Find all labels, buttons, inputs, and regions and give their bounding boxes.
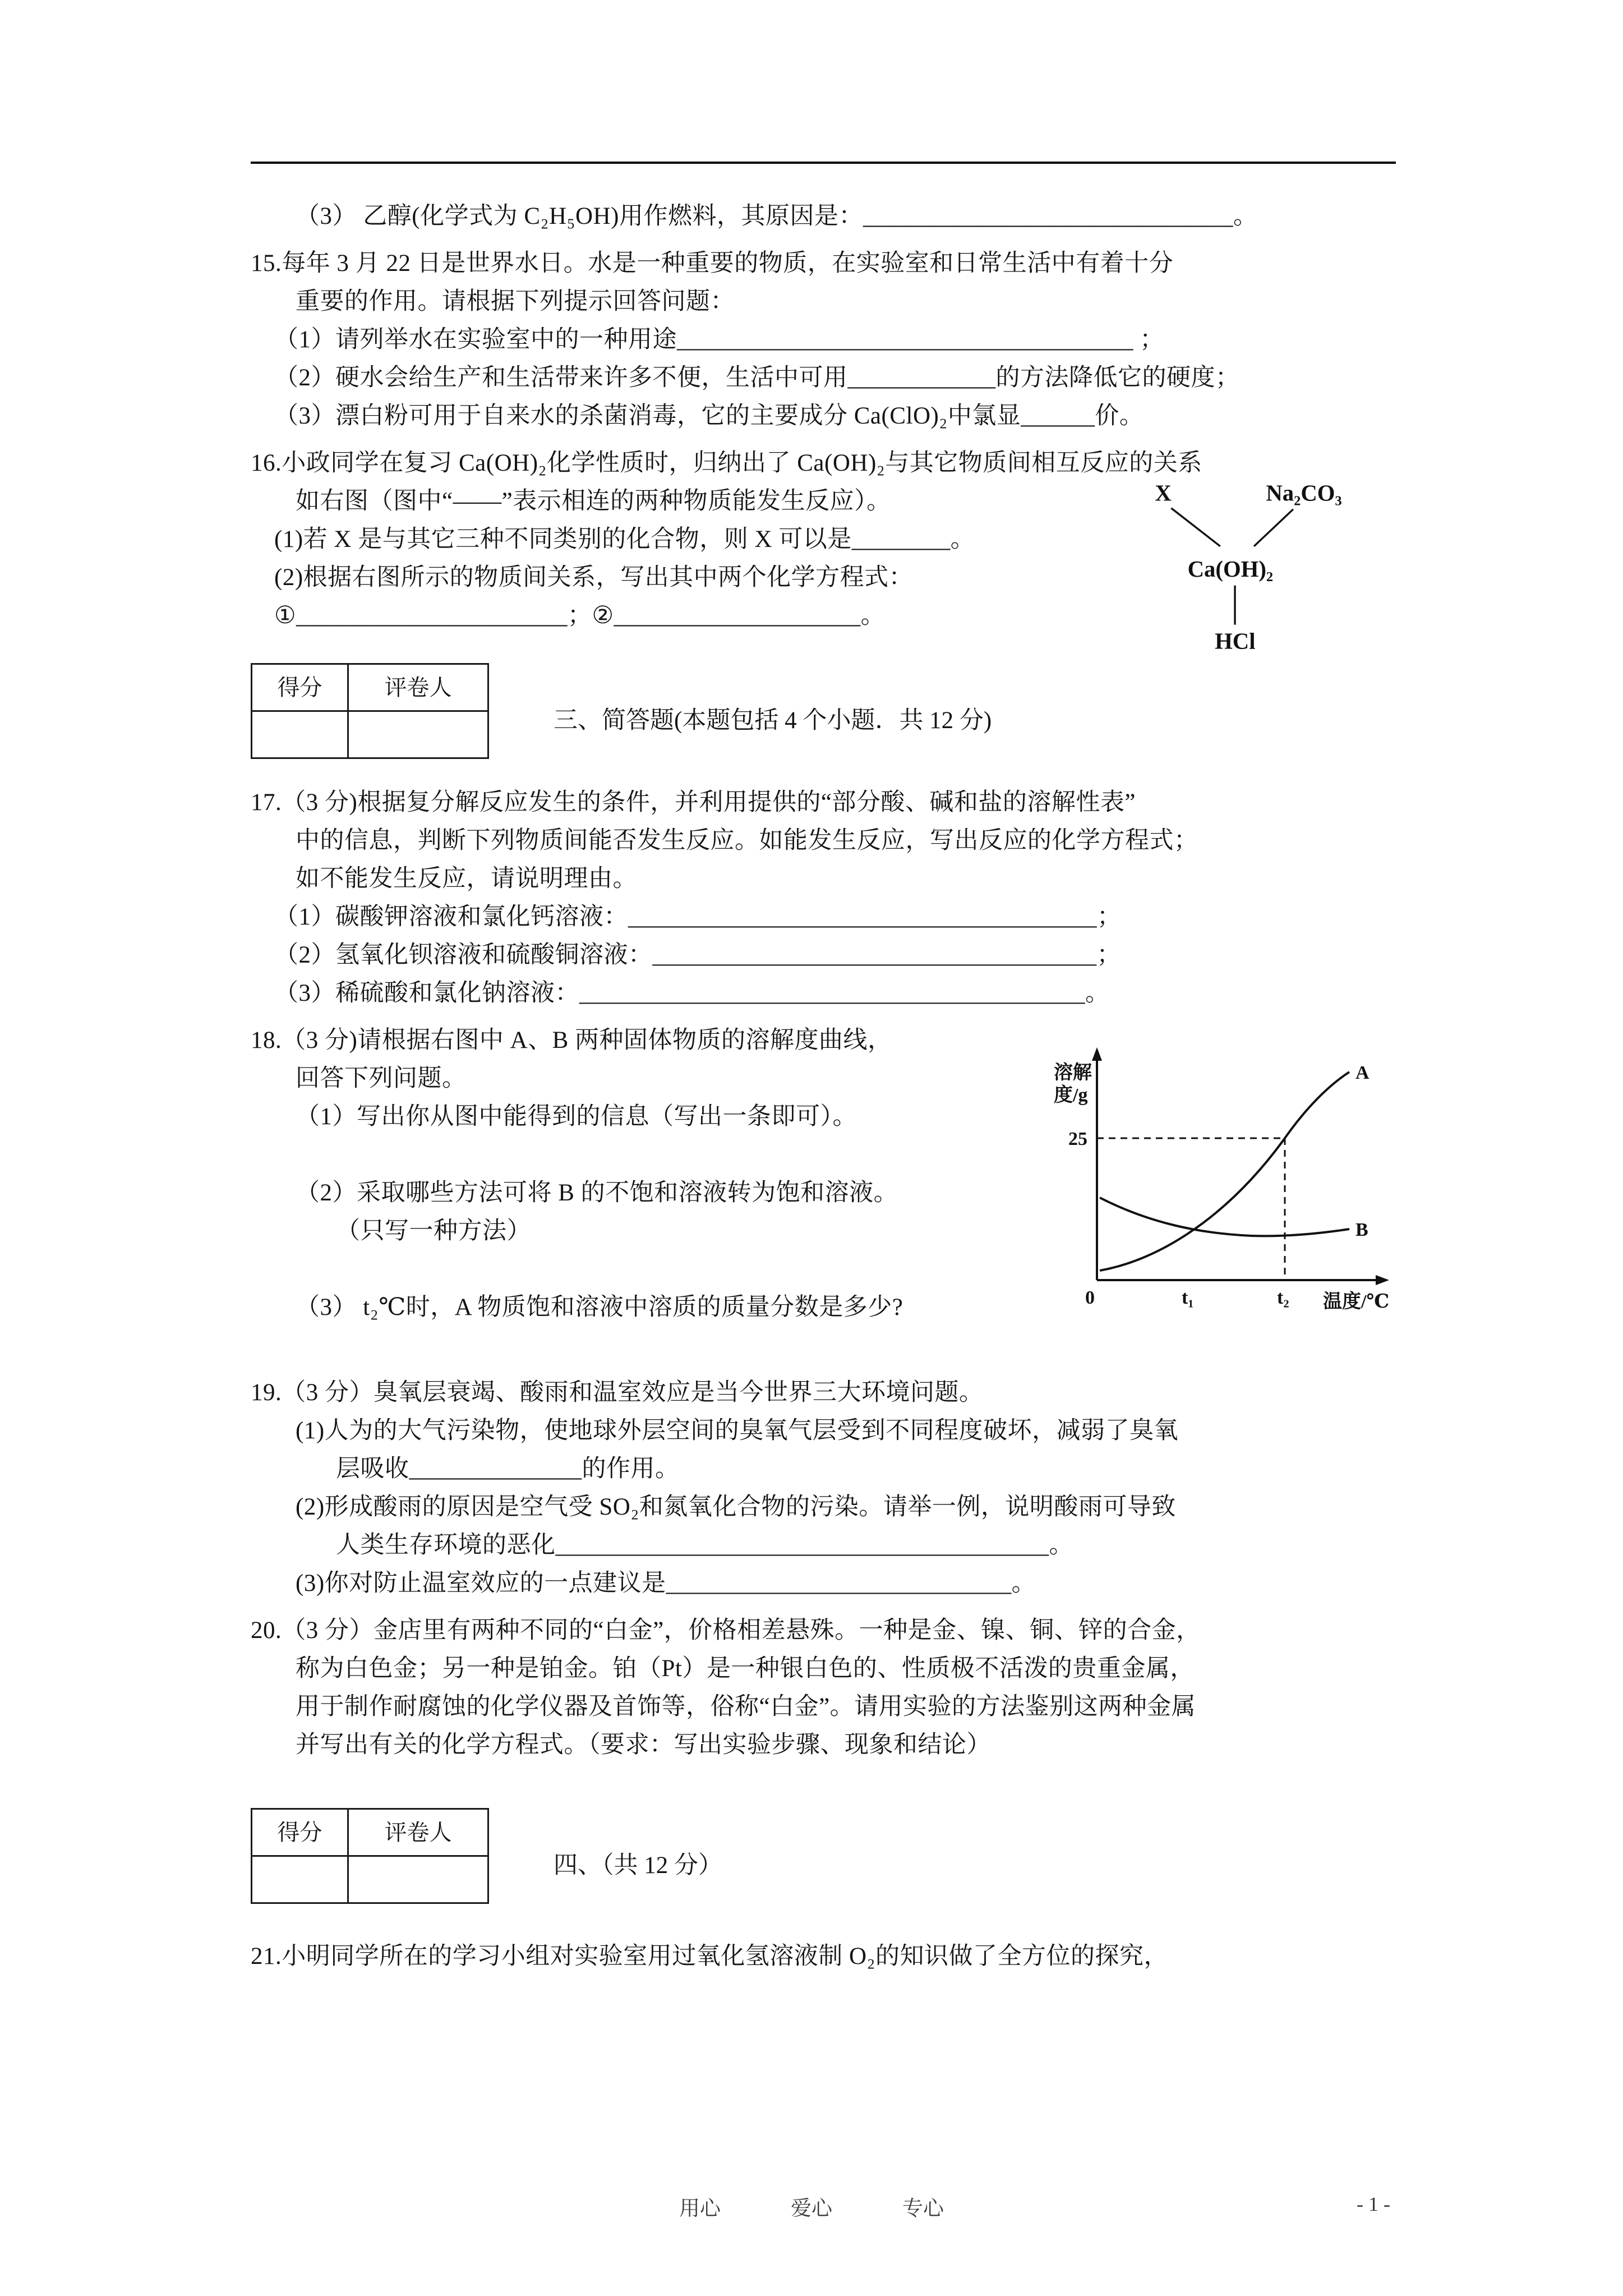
score-section-four — [251, 1808, 1406, 1904]
q14-part3-line: （3） 乙醇(化学式为 C₂H₅OH)用作燃料，其原因是：______________________________。 — [296, 203, 1258, 229]
header-rule — [251, 162, 1396, 164]
caoh2-reaction-diagram — [1122, 469, 1386, 654]
q18-line-1: 18.（3 分)请根据右图中 A、B 两种固体物质的溶解度曲线， — [251, 1027, 892, 1053]
q15-line-2: 重要的作用。请根据下列提示回答问题： — [296, 288, 735, 315]
y-axis-arrow — [1092, 1047, 1102, 1061]
q20-line-2: 称为白色金；另一种是铂金。铂（Pt）是一种银白色的、性质极不活泼的贵重金属， — [296, 1655, 1195, 1682]
q16-line-1: 16.小政同学在复习 Ca(OH)₂化学性质时，归纳出了 Ca(OH)₂与其它物质间相互反应的关系 — [251, 450, 1202, 476]
q15-line-5: （3）漂白粉可用于自来水的杀菌消毒，它的主要成分 Ca(ClO)₂中氯显______价。 — [274, 403, 1144, 429]
diagram-label-na2co3: Na₂CO₃ — [1266, 480, 1342, 506]
q17-line-3: 如不能发生反应，请说明理由。 — [296, 866, 637, 892]
score-label-cell: 得分 — [252, 664, 348, 711]
q17-line-5: （2）氢氧化钡溶液和硫酸铜溶液：____________________________________； — [274, 942, 1121, 968]
score-box — [251, 663, 489, 759]
footer-word-3: 专心 — [902, 2197, 944, 2220]
y-tick-25: 25 — [1068, 1129, 1087, 1149]
q20-line-3: 用于制作耐腐蚀的化学仪器及首饰等，俗称“白金”。请用实验的方法鉴别这两种金属 — [296, 1694, 1196, 1720]
grader-label-cell: 评卷人 — [348, 1809, 488, 1856]
page-number: - 1 - — [1357, 2193, 1390, 2215]
diagram-label-caoh2: Ca(OH)₂ — [1187, 556, 1274, 582]
question-16 — [251, 444, 1406, 654]
question-17 — [251, 784, 1406, 1013]
q21-line-1: 21.小明同学所在的学习小组对实验室用过氧化氢溶液制 O₂的知识做了全方位的探究， — [251, 1943, 1169, 1970]
diagram-label-x: X — [1155, 480, 1172, 506]
q16-line-5: ①______________________；②____________________。 — [274, 602, 886, 629]
question-18 — [251, 1022, 1406, 1365]
q16-line-3: (1)若 X 是与其它三种不同类别的化合物，则 X 可以是________。 — [274, 526, 975, 553]
score-label-cell: 得分 — [252, 1809, 348, 1856]
footer-word-1: 用心 — [679, 2197, 721, 2220]
content — [251, 197, 1406, 1976]
section-four-title: 四、（共 12 分） — [554, 1852, 722, 1879]
y-axis-label-line1: 溶解 — [1054, 1062, 1092, 1083]
curve-b-label: B — [1355, 1220, 1368, 1240]
section-three-title: 三、简答题(本题包括 4 个小题．共 12 分) — [554, 707, 992, 734]
q17-line-2: 中的信息，判断下列物质间能否发生反应。如能发生反应，写出反应的化学方程式； — [296, 827, 1198, 854]
x-axis-arrow — [1376, 1275, 1389, 1285]
q15-line-4: （2）硬水会给生产和生活带来许多不便，生活中可用____________的方法降低它的硬度； — [274, 365, 1240, 391]
curve-a — [1100, 1072, 1349, 1271]
footer-word-2: 爱心 — [791, 2197, 832, 2220]
q17-line-1: 17.（3 分)根据复分解反应发生的条件，并利用提供的“部分酸、碱和盐的溶解性表” — [251, 789, 1136, 816]
diagram-line-x-caoh2 — [1171, 508, 1220, 546]
q17-line-6: （3）稀硫酸和氯化钠溶液：_________________________________________。 — [274, 980, 1110, 1006]
q20-line-4: 并写出有关的化学方程式。（要求：写出实验步骤、现象和结论） — [296, 1732, 991, 1758]
q16-line-4: (2)根据右图所示的物质间关系，写出其中两个化学方程式： — [274, 564, 914, 591]
q18-line-2: 回答下列问题。 — [296, 1065, 467, 1092]
grader-empty-cell — [348, 1856, 488, 1903]
diagram-label-hcl: HCl — [1215, 628, 1256, 654]
solubility-curve-chart — [1044, 1030, 1403, 1322]
question-19 — [251, 1374, 1406, 1603]
q20-line-1: 20.（3 分）金店里有两种不同的“白金”，价格相差悬殊。一种是金、镍、铜、锌的合金， — [251, 1617, 1201, 1644]
q18-line-6: （3） t₂℃时，A 物质饱和溶液中溶质的质量分数是多少? — [296, 1294, 903, 1320]
score-box — [251, 1808, 489, 1904]
curve-b — [1100, 1198, 1349, 1236]
curve-a-label: A — [1355, 1062, 1370, 1083]
q16-line-2: 如右图（图中“——”表示相连的两种物质能发生反应）。 — [296, 488, 891, 514]
x-tick-t2: t₂ — [1277, 1287, 1289, 1308]
q19-line-4: (2)形成酸雨的原因是空气受 SO₂和氮氧化合物的污染。请举一例，说明酸雨可导致 — [296, 1494, 1176, 1520]
x-tick-0: 0 — [1085, 1287, 1095, 1308]
q18-line-3: （1）写出你从图中能得到的信息（写出一条即可）。 — [296, 1103, 857, 1130]
footer — [0, 2191, 1623, 2221]
q18-line-4: （2）采取哪些方法可将 B 的不饱和溶液转为饱和溶液。 — [296, 1180, 898, 1206]
y-axis-label-line2: 度/g — [1054, 1085, 1088, 1106]
score-empty-cell — [252, 1856, 348, 1903]
x-axis-label: 温度/℃ — [1323, 1291, 1390, 1312]
q19-line-2: (1)人为的大气污染物，使地球外层空间的臭氧气层受到不同程度破坏，减弱了臭氧 — [296, 1418, 1179, 1444]
question-20 — [251, 1612, 1406, 1764]
q18-line-5: （只写一种方法） — [336, 1218, 531, 1244]
q15-line-3: （1）请列举水在实验室中的一种用途_____________________________________ ； — [274, 326, 1164, 353]
x-tick-t1: t₁ — [1182, 1287, 1194, 1308]
q15-line-1: 15.每年 3 月 22 日是世界水日。水是一种重要的物质，在实验室和日常生活中有着十分 — [251, 250, 1174, 277]
grader-empty-cell — [348, 711, 488, 758]
q17-line-4: （1）碳酸钾溶液和氯化钙溶液：______________________________________； — [274, 904, 1122, 930]
diagram-line-na2co3-caoh2 — [1254, 509, 1293, 546]
grader-label-cell: 评卷人 — [348, 664, 488, 711]
q19-line-3: 层吸收______________的作用。 — [336, 1456, 680, 1482]
question-21 — [251, 1938, 1406, 1976]
answer-space — [251, 1327, 1406, 1365]
q19-line-1: 19.（3 分）臭氧层衰竭、酸雨和温室效应是当今世界三大环境问题。 — [251, 1379, 984, 1406]
question-15 — [251, 245, 1406, 435]
score-section-three — [251, 663, 1406, 759]
q19-line-5: 人类生存环境的恶化________________________________________。 — [336, 1532, 1073, 1558]
score-empty-cell — [252, 711, 348, 758]
q19-line-6: (3)你对防止温室效应的一点建议是____________________________。 — [296, 1570, 1036, 1596]
